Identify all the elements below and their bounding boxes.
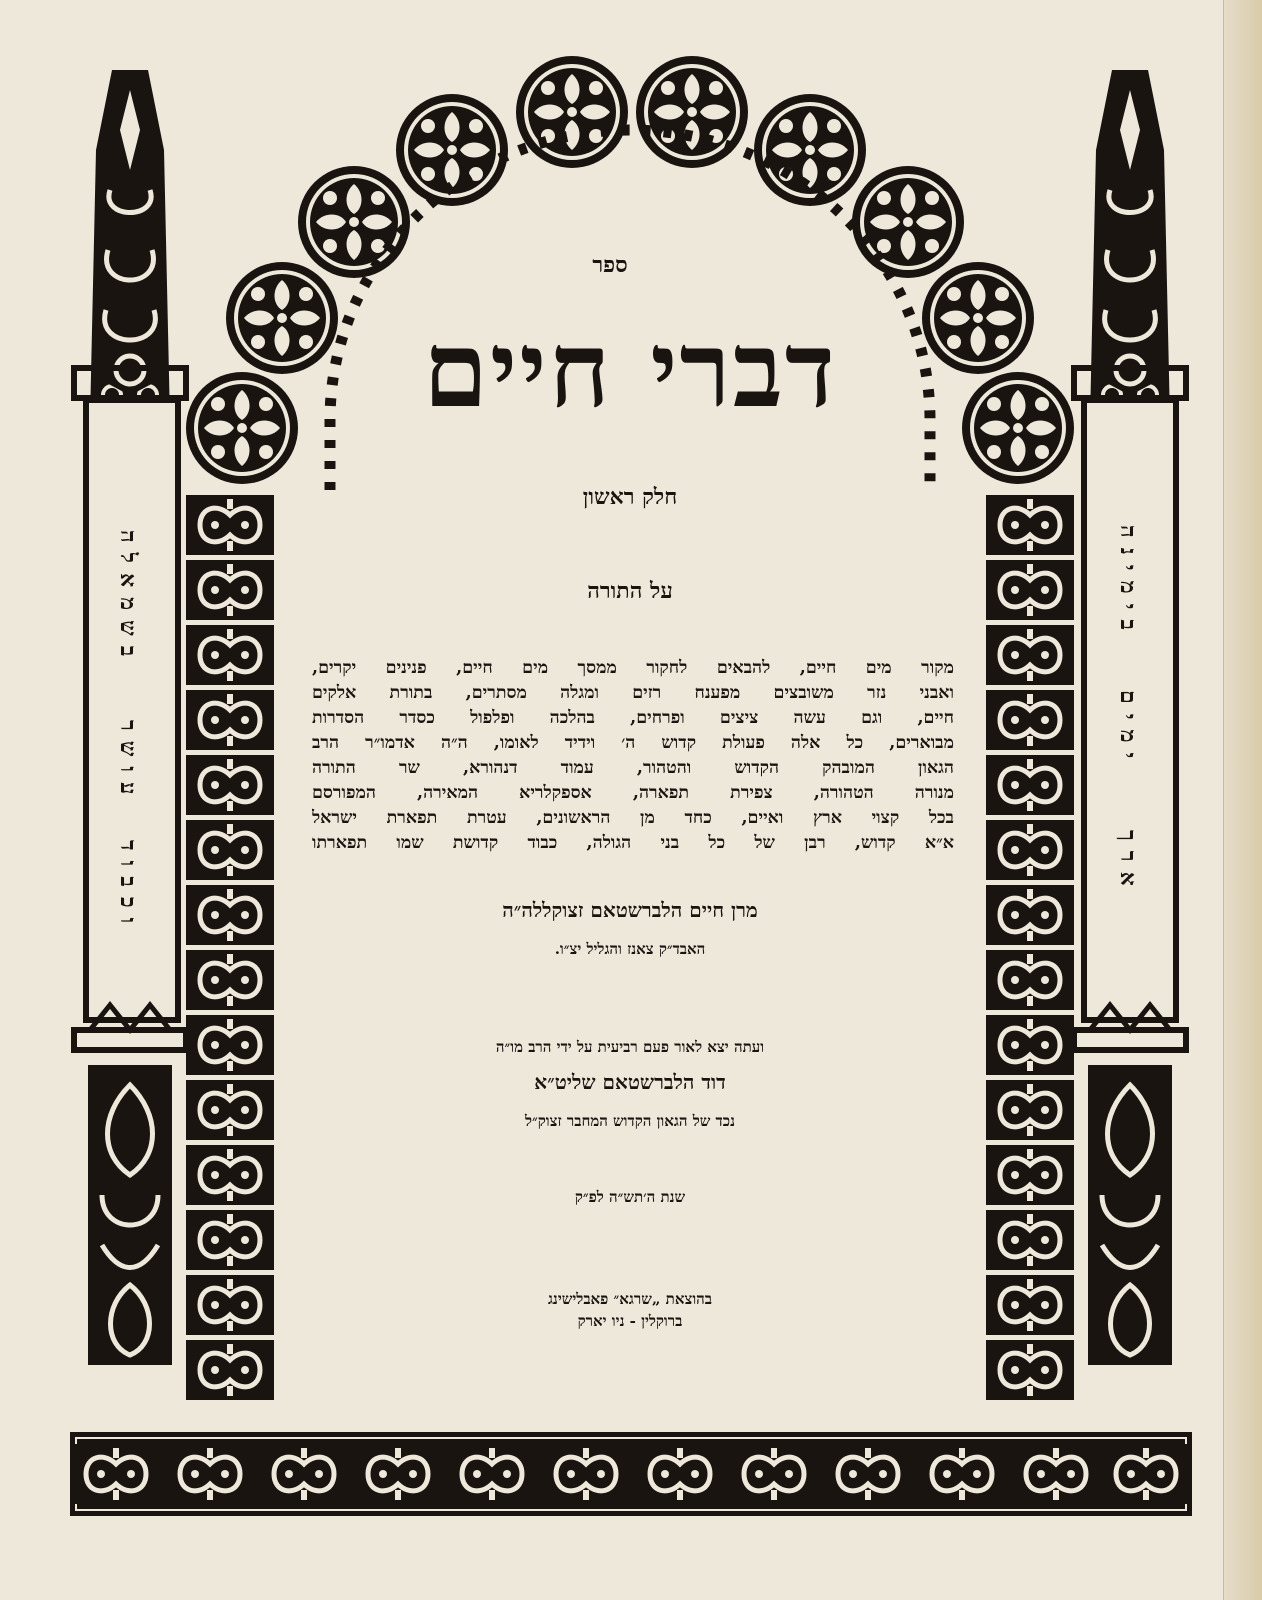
body-line: ואבני נזר משובצים מפענח רזים ומגלה מסתרים, בתורת אלקים bbox=[312, 683, 954, 703]
right-column-text: בימינה bbox=[1115, 525, 1141, 640]
right-column-text: ימים bbox=[1115, 690, 1141, 769]
body-line: מנורה הטהורה, צפירת תפארה, אספקלריא המאירה, המפורסם bbox=[312, 783, 954, 803]
author-title: האבד״ק צאנז והגליל יצ״ו. bbox=[554, 940, 706, 958]
right-column-text: ארך bbox=[1115, 830, 1141, 896]
edition-note: ועתה יצא לאור פעם רביעית על ידי הרב מו״ה bbox=[495, 1038, 765, 1056]
left-column-text: עושר bbox=[115, 720, 141, 805]
left-inner-pillar bbox=[186, 495, 274, 1400]
publication-city: ברוקלין - ניו יארק bbox=[577, 1312, 683, 1330]
subject-label: על התורה bbox=[587, 578, 673, 604]
volume-label: חלק ראשון bbox=[582, 484, 678, 510]
editor-name: דוד הלברשטאם שליט״א bbox=[534, 1070, 726, 1094]
book-title: דברי חיים bbox=[423, 308, 837, 431]
body-line: מקור מים חיים, להבאים לחקור ממסך מים חיים, פנינים יקרים, bbox=[312, 658, 954, 678]
left-column-text: בשמאלה bbox=[115, 530, 141, 667]
body-line: חיים, וגם עשה ציצים ופרחים, בהלכה ופלפול כסדר הסדרות bbox=[312, 708, 954, 728]
editor-relation: נכד של הגאון הקדוש המחבר זצוק״ל bbox=[525, 1112, 735, 1130]
right-base-ornament bbox=[1088, 1065, 1172, 1365]
body-line: בכל קצוי ארץ ואיים, כחד מן הראשונים, עטרת תפארת ישראל bbox=[312, 808, 954, 828]
sefer-label: ספר bbox=[592, 252, 628, 278]
left-base-ornament bbox=[88, 1065, 172, 1365]
body-line: הגאון המובהק הקדוש והטהור, עמוד דנהורא, שר התורה bbox=[312, 758, 954, 778]
right-inner-pillar bbox=[986, 495, 1074, 1400]
left-column-text: וכבוד bbox=[115, 840, 141, 934]
bottom-ornament-band bbox=[70, 1432, 1192, 1516]
body-line: א״א קדוש, רבן של כל בני הגולה, כבוד קדושת שמו תפארתו bbox=[312, 833, 954, 853]
body-line: מבוארים, כל אלה פעולת קדוש ה׳ וידיד לאומו, ה״ה אדמו״ר הרב bbox=[312, 733, 954, 753]
publication-year: שנת ה׳תש״ה לפ״ק bbox=[574, 1188, 686, 1206]
author-name: מרן חיים הלברשטאם זצוקללה״ה bbox=[502, 898, 758, 922]
publisher: בהוצאת „שרגא״ פאבלישינג bbox=[547, 1290, 713, 1308]
